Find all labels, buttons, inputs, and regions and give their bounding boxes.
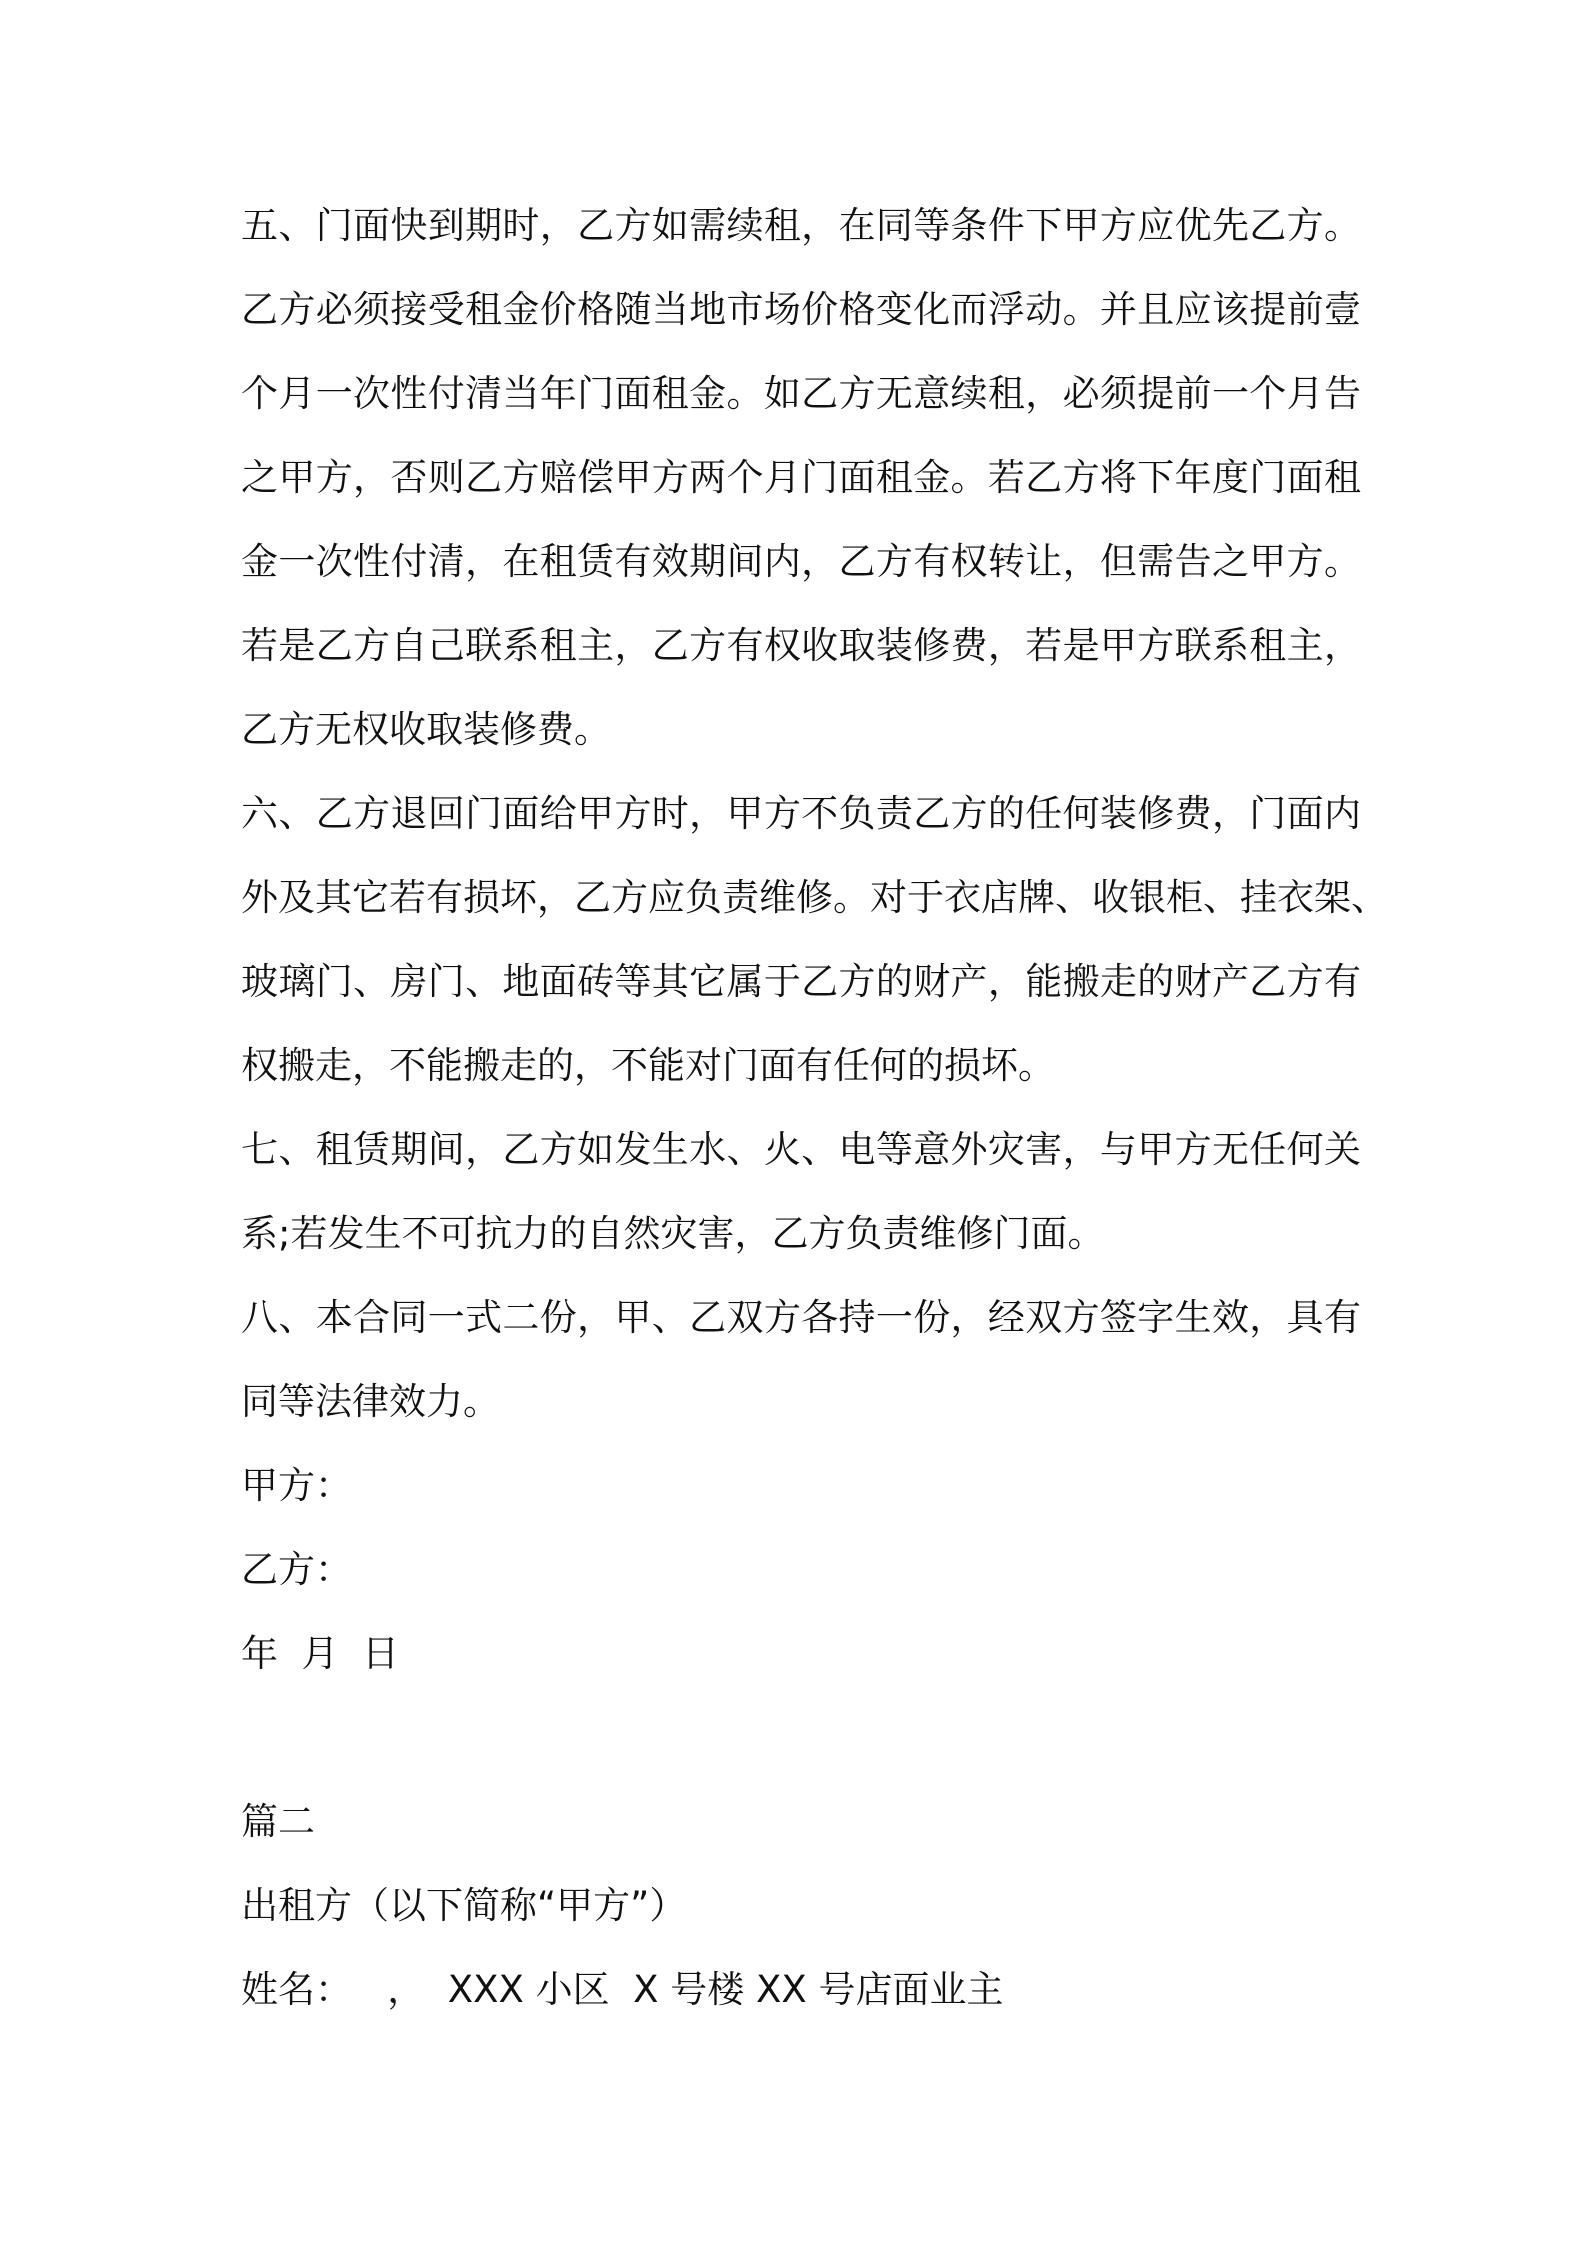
signature-date: 年 月 日 [241, 1632, 400, 1675]
clause-6-line-1: 六、乙方退回门面给甲方时，甲方不负责乙方的任何装修费，门面内 [241, 792, 1361, 835]
lessor-intro: 出租方（以下简称“甲方”） [241, 1884, 687, 1927]
clause-5-line-2: 乙方必须接受租金价格随当地市场价格变化而浮动。并且应该提前壹 [241, 288, 1361, 331]
clause-5-line-6: 若是乙方自己联系租主，乙方有权收取装修费，若是甲方联系租主， [241, 624, 1361, 667]
clause-5-line-3: 个月一次性付清当年门面租金。如乙方无意续租，必须提前一个月告 [241, 372, 1361, 415]
clause-6-line-3: 玻璃门、房门、地面砖等其它属于乙方的财产，能搬走的财产乙方有 [241, 960, 1361, 1003]
party-a-signature: 甲方： [241, 1464, 352, 1507]
section-2-heading: 篇二 [241, 1800, 315, 1843]
clause-8-line-2: 同等法律效力。 [241, 1380, 500, 1423]
lessor-name-line: 姓名： ， XXX 小区 X 号楼 XX 号店面业主 [241, 1968, 1004, 2011]
clause-7-line-1: 七、租赁期间，乙方如发生水、火、电等意外灾害，与甲方无任何关 [241, 1128, 1361, 1171]
clause-6-line-2: 外及其它若有损坏，乙方应负责维修。对于衣店牌、收银柜、挂衣架、 [241, 876, 1388, 919]
clause-5-line-1: 五、门面快到期时，乙方如需续租，在同等条件下甲方应优先乙方。 [241, 204, 1361, 247]
party-b-signature: 乙方： [241, 1548, 352, 1591]
clause-7-line-2: 系;若发生不可抗力的自然灾害，乙方负责维修门面。 [241, 1212, 1105, 1255]
clause-8-line-1: 八、本合同一式二份，甲、乙双方各持一份，经双方签字生效，具有 [241, 1296, 1361, 1339]
clause-5-line-7: 乙方无权收取装修费。 [241, 708, 611, 751]
clause-6-line-4: 权搬走，不能搬走的，不能对门面有任何的损坏。 [241, 1044, 1055, 1087]
clause-5-line-4: 之甲方，否则乙方赔偿甲方两个月门面租金。若乙方将下年度门面租 [241, 456, 1361, 499]
clause-5-line-5: 金一次性付清，在租赁有效期间内，乙方有权转让，但需告之甲方。 [241, 540, 1361, 583]
